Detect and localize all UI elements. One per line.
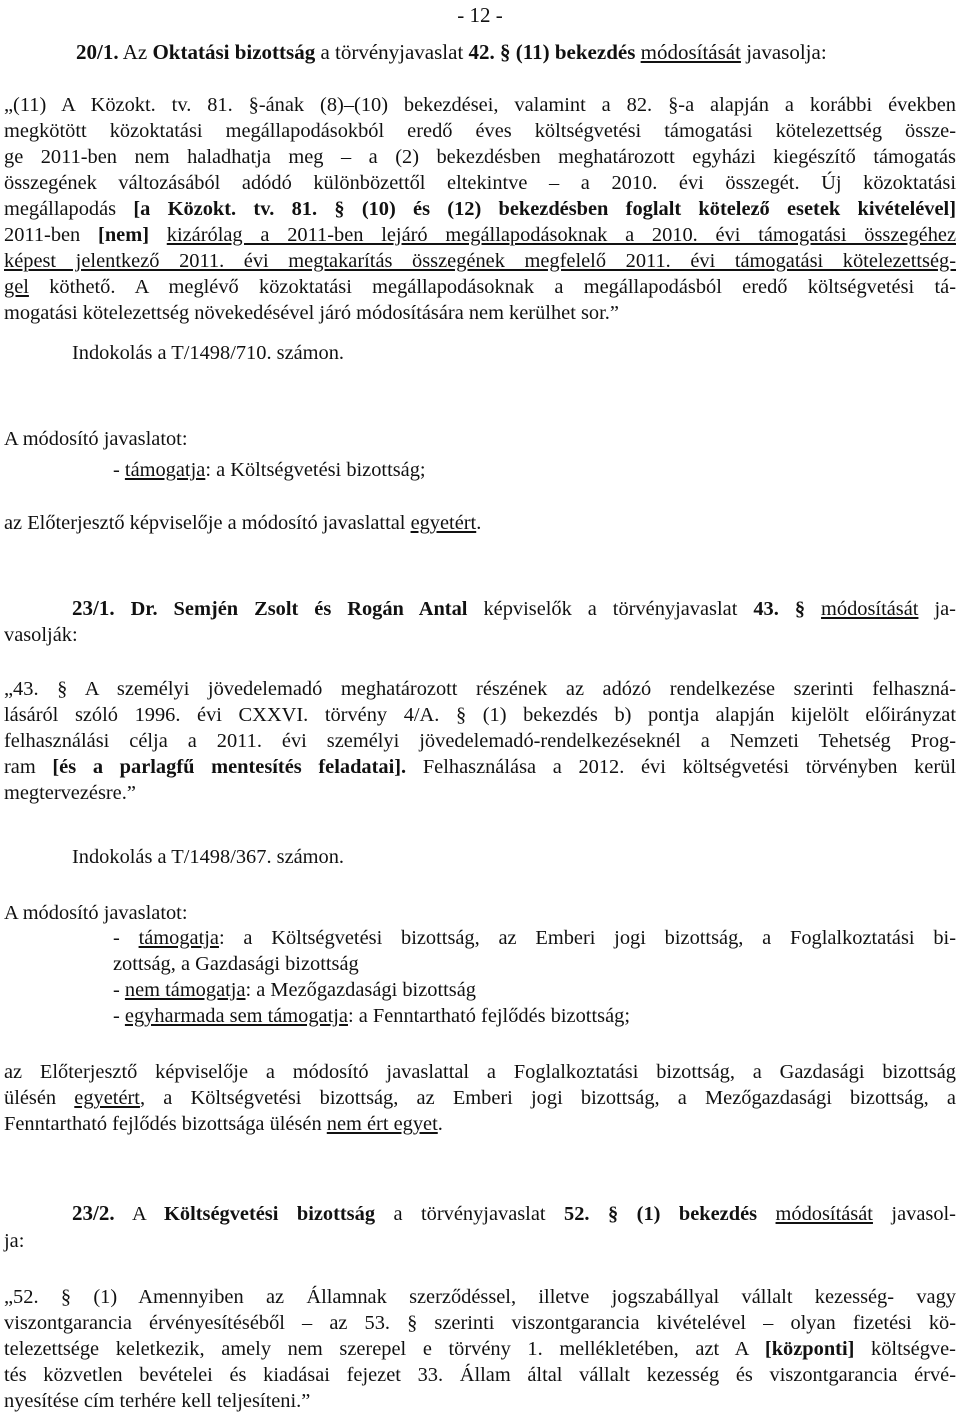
amendment-label: A módosító javaslatot: — [4, 902, 188, 924]
amendment-number: 23/2. — [72, 1201, 115, 1225]
proposer-names: Dr. Semjén Zsolt és Rogán Antal — [130, 598, 468, 620]
amendment-number: 23/1. — [72, 596, 115, 620]
amendment-text-20-1: „(11) A Közokt. tv. 81. §-ának (8)–(10) bekezdései, valamint a 82. §-a alapján a korábbi években megkötött közoktatási megállapodásokból eredő éves költségvetési támogatási kötelezettség össze- ge 2011-ben nem haladhatja meg – a (2) bekezdésben meghatározott egyházi kiegészítő támogatás összegének változásából adódó különbözettől eltekintve – a 2010. évi összegét. Új közoktatási megállapodás [a Közokt. tv. 81. § (10) és (12) bekezdésben foglalt kötelező esetek kivételével] 2011-ben [nem] kizárólag a 2011-ben lejáró megállapodásoknak a 2010. évi támogatási összegéhez képest jelentkező 2011. évi megtakarítás összegének megfelelő 2011. évi támogatási kötelezettség- gel köthető. A meglévő közoktatási megállapodásoknak a megállapodásból eredő költségvetési tá- mogatási kötelezettség növekedésével járó módosítására nem kerülhet sor.” — [4, 94, 956, 324]
amendment-label: A módosító javaslatot: — [4, 428, 188, 450]
amendment-number: 20/1. — [76, 40, 119, 64]
amendment-heading-23-1: 23/1. Dr. Semjén Zsolt és Rogán Antal képviselők a törvényjavaslat 43. § módosítását ja- — [72, 596, 956, 620]
committee-name: Költségvetési bizottság — [164, 1203, 376, 1225]
vote-list: - támogatja: a Költségvetési bizottság, az Emberi jogi bizottság, a Foglalkoztatási bi- zottság, a Gazdasági bizottság - nem támogatja: a Mezőgazdasági bizottság - egyharmada sem támogatja: a Fenntartható fejlődés bizottság; — [113, 927, 956, 1027]
vote-line: - támogatja: a Költségvetési bizottság; — [113, 459, 426, 481]
document-page: - 12 - 20/1. Az Oktatási bizottság a törvényjavaslat 42. § (11) bekezdés módosítását javasolja: „(11) A Közokt. tv. 81. §-ának (8)–(10) bekezdései, valamint a 82. §-a alapján a korábbi években megkötött közoktatási megállapodásokból eredő éves költségvetési támogatási kötelezettség össze- ge 2011-ben nem haladhatja meg – a (2) bekezdésben meghatározott egyházi kiegészítő támogatás összegének változásából adódó különbözettől eltekintve – a 2010. évi összegét. Új közoktatási megállapodás [a Közokt. tv. 81. § (10) és (12) bekezdésben foglalt kötelező esetek kivételével] 2011-ben [nem] kizárólag a 2011-ben lejáró megállapodásoknak a 2010. évi támogatási összegéhez képest jelentkező 2011. évi megtakarítás összegének megfelelő 2011. évi támogatási kötelezettség- gel köthető. A meglévő közoktatási megállapodásoknak a megállapodásból eredő költségvetési tá- mogatási kötelezettség növekedésével járó módosítására nem kerülhet sor.” Indokolás a T/1498/710. számon. A módosító javaslatot: - támogatja: a Költségvetési bizottság; az Előterjesztő képviselője a módosító javaslattal egyetért. 23/1. Dr. Semjén Zsolt és Rogán Antal képviselők a törvényjavaslat 43. § módosítását ja- vasolják: „43. § A személyi jövedelemadó meghatározott részének az adózó rendelkezése szerinti felhaszná- lásáról szóló 1996. évi CXXVI. törvény 4/A. § (1) bekezdés b) pontja alapján kijelölt előirányzat felhasználási célja a 2011. évi személyi jövedelemadó-rendelkezéseknél a Nemzeti Tehetség Prog- ram [és a parlagfű mentesítés feladatai]. Felhasználása a 2012. évi költségvetési törvényben kerül megtervezésre.” Indokolás a T/1498/367. számon. A módosító javaslatot: - támogatja: a Költségvetési bizottság, az Emberi jogi bizottság, a Foglalkoztatási bi- zottság, a Gazdasági bizottság - nem támogatja: a Mezőgazdasági bizottság - egyharmada sem támogatja: a Fenntartható fejlődés bizottság; az Előterjesztő képviselője a módosító javaslattal a Foglalkoztatási bizottság, a Gazdasági bizottság ülésén egyetért, a Költségvetési bizottság, az Emberi jogi bizottság, a Mezőgazdasági bizottság, a Fenntartható fejlődés bizottsága ülésén nem ért egyet. 23/2. A Költségvetési bizottság a törvényjavaslat 52. § (1) bekezdés módosítását javasol- ja: „52. § (1) Amennyiben az Államnak szerződéssel, illetve jogszabállyal vállalt kezesség- vagy viszontgarancia érvényesítéséből – az 53. § szerinti viszontgarancia kivételével – olyan fizetési kö- telezettsége keletkezik, amely nem szerepel e törvény 1. mellékletében, azt A [központi] költségve- tés közvetlen bevételei és kiadásai fejezet 33. Állam által vállalt kezesség és viszontgarancia érvé- nyesítése cím terhére kell teljesíteni.” — [0, 0, 960, 1421]
presenter-position: az Előterjesztő képviselője a módosító javaslattal a Foglalkoztatási bizottság, a Gazdasági bizottság ülésén egyetért, a Költségvetési bizottság, az Emberi jogi bizottság, a Mezőgazdasági bizottság, a Fenntartható fejlődés bizottsága ülésén nem ért egyet. — [4, 1061, 956, 1135]
amendment-text-23-1: „43. § A személyi jövedelemadó meghatározott részének az adózó rendelkezése szerinti felhaszná- lásáról szóló 1996. évi CXXVI. törvény 4/A. § (1) bekezdés b) pontja alapján kijelölt előirányzat felhasználási célja a 2011. évi személyi jövedelemadó-rendelkezéseknél a Nemzeti Tehetség Prog- ram [és a parlagfű mentesítés feladatai]. Felhasználása a 2012. évi költségvetési törvényben kerül megtervezésre.” — [4, 678, 956, 804]
amendment-heading-23-2: 23/2. A Költségvetési bizottság a törvényjavaslat 52. § (1) bekezdés módosítását javasol- — [72, 1201, 956, 1225]
amendment-heading-20-1: 20/1. Az Oktatási bizottság a törvényjavaslat 42. § (11) bekezdés módosítását javasolja: — [76, 40, 827, 64]
committee-name: Oktatási bizottság — [152, 40, 316, 64]
presenter-position: az Előterjesztő képviselője a módosító javaslattal egyetért. — [4, 512, 482, 534]
justification-reference: Indokolás a T/1498/710. számon. — [72, 342, 345, 364]
justification-reference: Indokolás a T/1498/367. számon. — [72, 846, 345, 868]
amendment-text-23-2: „52. § (1) Amennyiben az Államnak szerződéssel, illetve jogszabállyal vállalt kezesség- vagy viszontgarancia érvényesítéséből – az 53. § szerinti viszontgarancia kivételével – olyan fizetési kö- telezettsége keletkezik, amely nem szerepel e törvény 1. mellékletében, azt A [központi] költségve- tés közvetlen bevételei és kiadásai fejezet 33. Állam által vállalt kezesség és viszontgarancia érvé- nyesítése cím terhére kell teljesíteni.” — [4, 1286, 956, 1412]
page-number: - 12 - — [457, 3, 503, 27]
